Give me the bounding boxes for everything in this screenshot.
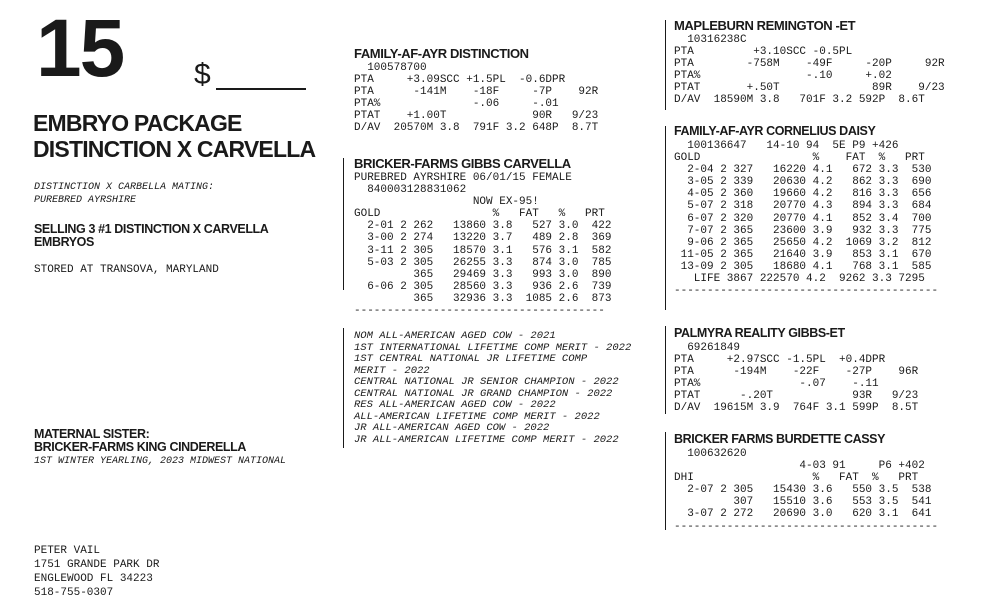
price-label: $ — [194, 58, 211, 91]
lot-title: EMBRYO PACKAGE DISTINCTION X CARVELLA — [33, 110, 316, 162]
maternal-sister-heading: MATERNAL SISTER: BRICKER-FARMS KING CINDERELLA — [34, 427, 247, 454]
great-grandsire-bracket — [665, 326, 666, 414]
great-granddam-bracket — [665, 432, 666, 530]
dam-name: BRICKER-FARMS GIBBS CARVELLA — [354, 156, 571, 171]
maternal-great-grandsire-data: 69261849 PTA +2.97SCC -1.5PL +0.4DPR PTA -194M -22F -27P 96R PTA% -.07 -.11 PTAT -.20T 93R 9/23 D/AV 19615M 3.9 764F 3.1 599P 8.5T — [674, 342, 919, 415]
maternal-great-granddam-name: BRICKER FARMS BURDETTE CASSY — [674, 432, 886, 446]
maternal-grandsire-data: 10316238C PTA +3.10SCC -0.5PL PTA -758M -49F -20P 92R PTA% -.10 +.02 PTAT +.50T 89R 9/23 D/AV 18590M 3.8 701F 3.2 592P 8.6T — [674, 34, 945, 107]
maternal-grandsire-name: MAPLEBURN REMINGTON -ET — [674, 18, 856, 33]
consignor-contact: PETER VAIL 1751 GRANDE PARK DR ENGLEWOOD FL 34223 518-755-0307 — [34, 545, 160, 599]
maternal-granddam-bracket — [665, 126, 666, 310]
maternal-granddam-name: FAMILY-AF-AYR CORNELIUS DAISY — [674, 124, 876, 138]
sire-name: FAMILY-AF-AYR DISTINCTION — [354, 46, 529, 61]
lot-number: 15 — [36, 3, 124, 94]
maternal-great-granddam-data: 100632620 4-03 91 P6 +402 DHI % FAT % PRT 2-07 2 305 15430 3.6 550 3.5 538 307 15510 3.6 553 3.5 541 3-07 2 272 20690 3.0 620 3.1 641 ---------------------------------------- — [674, 448, 939, 533]
maternal-sister-note: 1ST WINTER YEARLING, 2023 MIDWEST NATIONAL — [34, 456, 287, 467]
maternal-great-grandsire-name: PALMYRA REALITY GIBBS-ET — [674, 326, 845, 340]
dam-bracket-bottom — [343, 328, 344, 448]
mating-note: DISTINCTION X CARBELLA MATING: PUREBRED AYRSHIRE — [34, 182, 215, 206]
sire-data: 100578700 PTA +3.09SCC +1.5PL -0.6DPR PTA -141M -18F -7P 92R PTA% -.06 -.01 PTAT +1.00T 90R 9/23 D/AV 20570M 3.8 791F 3.2 648P 8.7T — [354, 62, 599, 135]
dam-bracket-top — [343, 158, 344, 290]
dam-data: PUREBRED AYRSHIRE 06/01/15 FEMALE 840003128831062 NOW EX-95! GOLD % FAT % PRT 2-01 2 262 13860 3.8 527 3.0 422 3-00 2 274 13220 3.7 489 2.8 369 3-11 2 305 18570 3.1 576 3.1 582 5-03 2 305 26255 3.3 874 3.0 785 365 29469 3.3 993 3.0 890 6-06 2 305 28560 3.3 936 2.6 739 365 32936 3.3 1085 2.6 873 -------------------------------------- — [354, 172, 612, 318]
price-blank-line — [216, 88, 306, 90]
maternal-grandsire-bracket — [665, 20, 666, 110]
selling-description: SELLING 3 #1 DISTINCTION X CARVELLA EMBRYOS — [34, 222, 269, 249]
dam-honors: NOM ALL-AMERICAN AGED COW - 2021 1ST INTERNATIONAL LIFETIME COMP MERIT - 2022 1ST CENTRAL NATIONAL JR LIFETIME COMP MERIT - 2022 CENTRAL NATIONAL JR SENIOR CHAMPION - 2022 CENTRAL NATIONAL JR GRAND CHAMPION - 2022 RES ALL-AMERICAN AGED COW - 2022 ALL-AMERICAN LIFETIME COMP MERIT - 2022 JR ALL-AMERICAN AGED COW - 2022 JR ALL-AMERICAN LIFETIME COMP MERIT - 2022 — [354, 330, 632, 446]
storage-location: STORED AT TRANSOVA, MARYLAND — [34, 264, 219, 276]
maternal-granddam-data: 100136647 14-10 94 5E P9 +426 GOLD % FAT % PRT 2-04 2 327 16220 4.1 672 3.3 530 3-05 2 339 20630 4.2 862 3.3 690 4-05 2 360 19660 4.2 816 3.3 656 5-07 2 318 20770 4.3 894 3.3 684 6-07 2 320 20770 4.1 852 3.4 700 7-07 2 365 23600 3.9 932 3.3 775 9-06 2 365 25650 4.2 1069 3.2 812 11-05 2 365 21640 3.9 853 3.1 670 13-09 2 305 18680 4.1 768 3.1 585 LIFE 3867 222570 4.2 9262 3.3 7295 ---------------------------------------- — [674, 140, 939, 298]
